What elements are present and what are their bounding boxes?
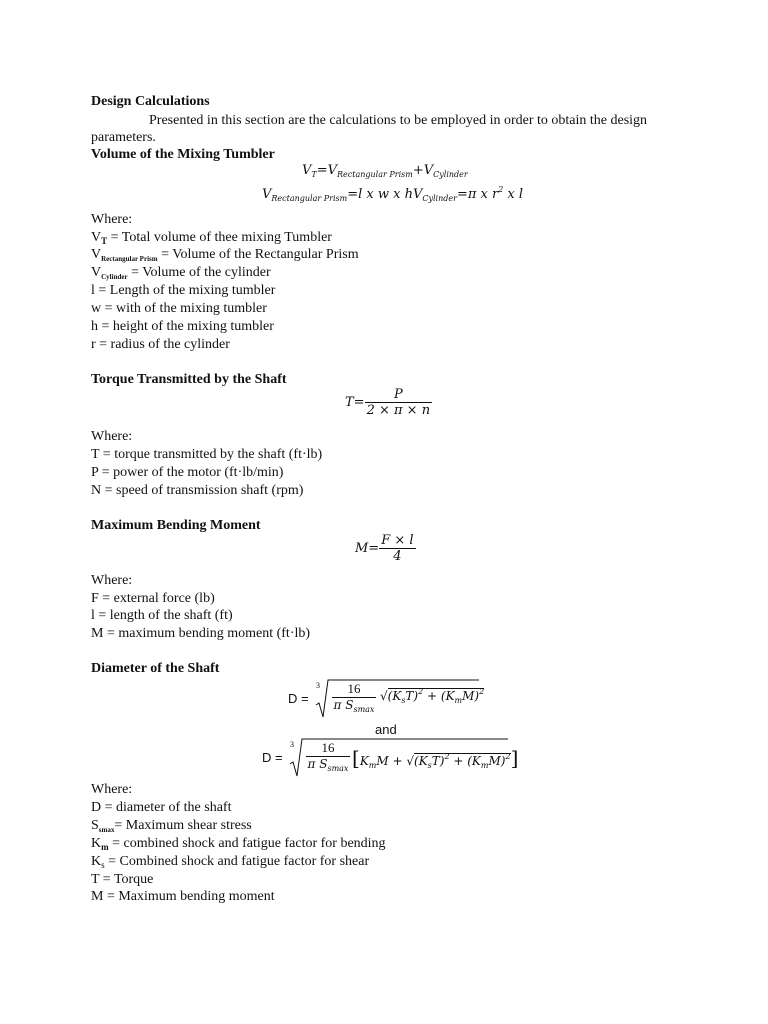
moment-def-l: l = length of the shaft (ft) <box>91 608 233 623</box>
diameter-eq2-fraction <box>306 740 350 771</box>
torque-equation <box>345 387 432 418</box>
root-index: 3 <box>316 681 320 690</box>
diameter-def-smax: $S_{smax}=$ Maximum shear stress <box>91 818 252 834</box>
volume-def-vrect: $V_{Rectangular Prism}$ = Volume of the Rectangular Prism <box>91 247 359 263</box>
volume-equation-2 <box>262 187 523 202</box>
diameter-where-label: Where: <box>91 782 133 797</box>
torque-fraction <box>365 387 433 418</box>
eq-subscript: Rectangular Prism <box>337 170 413 179</box>
eq-symbol: V <box>423 163 434 178</box>
moment-def-m: M = maximum bending moment (ft·lb) <box>91 626 311 641</box>
volume-def-r: r = radius of the cylinder <box>91 337 230 352</box>
moment-where-label: Where: <box>91 573 133 588</box>
volume-def-h: h = height of the mixing tumbler <box>91 319 274 334</box>
eq-lhs: D = <box>262 750 283 765</box>
eq-expression: =π x r <box>456 187 499 202</box>
fraction-denominator: π $S_{smax}$ <box>333 698 375 714</box>
diameter-def-km: $K_m$ = combined shock and fatigue factor for bending <box>91 836 386 852</box>
eq-expression: =l x w x h <box>347 187 413 202</box>
intro-line-2: parameters. <box>91 130 156 145</box>
eq-subscript: Rectangular Prism <box>271 194 348 203</box>
fraction-numerator: 16 <box>321 740 335 755</box>
volume-def-vt: $V_T$ = Total volume of thee mixing Tumbler <box>91 230 332 246</box>
moment-heading: Maximum Bending Moment <box>91 518 261 533</box>
volume-equation-1 <box>302 163 468 178</box>
eq-symbol: V <box>327 163 338 178</box>
volume-def-w: w = with of the mixing tumbler <box>91 301 267 316</box>
eq-superscript: 2 <box>498 185 504 194</box>
eq-operator: = <box>316 163 328 178</box>
diameter-def-d: D = diameter of the shaft <box>91 800 232 815</box>
fraction-numerator: 16 <box>347 681 361 696</box>
eq-symbol: V <box>412 187 423 202</box>
volume-def-vcyl: $V_{Cylinder}$ = Volume of the cylinder <box>91 265 271 281</box>
diameter-and: and <box>375 722 397 737</box>
torque-heading: Torque Transmitted by the Shaft <box>91 372 287 387</box>
fraction-denominator: 4 <box>379 548 415 564</box>
volume-def-l: l = Length of the mixing tumbler <box>91 283 276 298</box>
fraction-denominator: 2 × π × n <box>366 403 431 418</box>
moment-equation <box>355 533 416 564</box>
moment-fraction <box>379 533 415 564</box>
fraction-denominator: π $S_{smax}$ <box>307 757 349 773</box>
torque-def-n: N = speed of transmission shaft (rpm) <box>91 483 304 498</box>
volume-where-label: Where: <box>91 212 133 227</box>
diameter-eq1-fraction <box>332 681 376 712</box>
eq-symbol: V <box>302 163 312 178</box>
fraction-numerator: F × l <box>381 533 414 548</box>
root-index: 3 <box>290 740 294 749</box>
diameter-heading: Diameter of the Shaft <box>91 661 220 676</box>
diameter-eq2-bracket-term: $[K_mM + √(K_sT)^2 + (K_mM)^2]$ <box>352 746 519 770</box>
eq-subscript: Cylinder <box>433 170 468 179</box>
eq-lhs: T= <box>345 395 365 410</box>
eq-expression: x l <box>503 187 524 202</box>
diameter-def-t: T = Torque <box>91 872 154 887</box>
section-title: Design Calculations <box>91 94 210 109</box>
eq-operator: + <box>412 163 424 178</box>
eq-lhs: D = <box>288 691 309 706</box>
diameter-def-ks: $K_s$ = Combined shock and fatigue factor for shear <box>91 854 370 870</box>
eq-lhs: M= <box>355 541 380 556</box>
torque-def-p: P = power of the motor (ft·lb/min) <box>91 465 284 480</box>
diameter-equation-1 <box>288 679 488 723</box>
torque-def-t: T = torque transmitted by the shaft (ft·lb) <box>91 447 323 462</box>
fraction-numerator: P <box>393 387 403 402</box>
diameter-eq1-sqrt-term: $√(K_sT)^2 + (K_mM)^2$ <box>380 687 485 705</box>
volume-heading: Volume of the Mixing Tumbler <box>91 147 275 162</box>
torque-where-label: Where: <box>91 429 133 444</box>
intro-line-1: Presented in this section are the calculations to be employed in order to obtain the design <box>149 113 648 128</box>
eq-symbol: V <box>262 187 272 202</box>
eq-subscript: Cylinder <box>422 194 457 203</box>
eq-subscript: T <box>311 170 317 179</box>
diameter-equation-2 <box>262 738 519 782</box>
moment-def-f: F = external force (lb) <box>91 591 215 606</box>
diameter-def-m: M = Maximum bending moment <box>91 889 275 904</box>
